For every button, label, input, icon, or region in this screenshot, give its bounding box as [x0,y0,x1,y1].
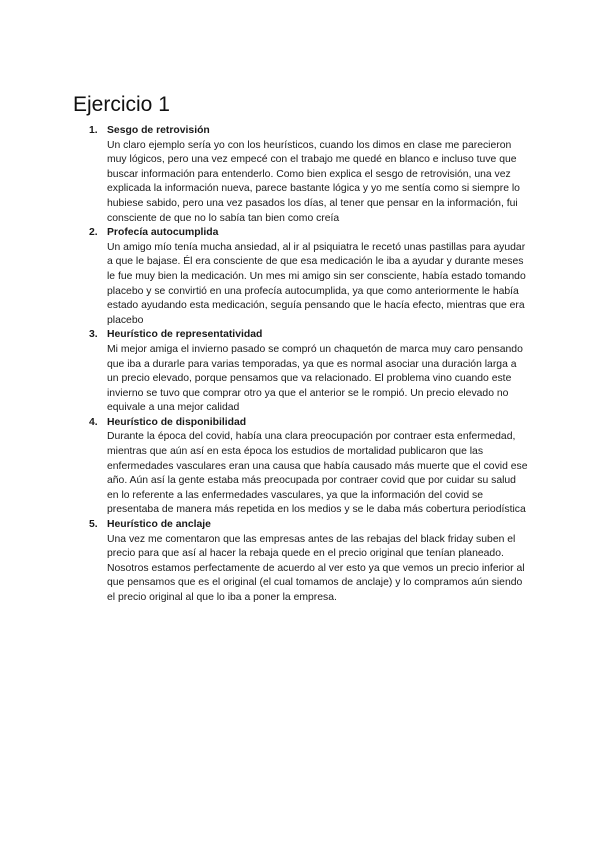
item-heading: Heurístico de anclaje [107,519,211,531]
item-number: 5. [89,519,98,531]
item-number: 1. [89,125,98,136]
item-body: Durante la época del covid, había una clara preocupación por contraer esta enfermedad, mientras que aún así en esta época los estudios de mortalidad publicaron que las enfermedades vasculares eran una causa que había causado más muerte que el covid ese año. Aún así la gente estaba más preocupada por contraer covid que por cuidar su salud en lo referente a las enfermedades vasculares, ya que la información del covid se presentaba de manera más repetida en los medios y se le daba más cobertura periodística [107,431,528,516]
item-body: Mi mejor amiga el invierno pasado se compró un chaquetón de marca muy caro pensando que iba a durarle para varias temporadas, ya que es normal asociar una duración larga a un precio elevado, porque pensamos que va relacionado. El problema vino cuando este invierno se tuvo que comprar otro ya que el anterior se le rompió. Un precio elevado no equivale a una mejor calidad [107,343,523,414]
list-item-1 [89,124,529,226]
item-number: 2. [89,227,98,239]
item-body: Un claro ejemplo sería yo con los heurísticos, cuando los dimos en clase me parecieron muy lógicos, pero una vez empecé con el trabajo me quedé en blanco e incluso tuve que buscar información para entenderlo. Como bien explica el sesgo de retrovisión, una vez explicada la información nueva, parece bastante lógica y yo me sentía como si siempre lo hubiese sabido, pero una vez pasados los días, al tener que pensar en la información, fui consciente de que no lo sabía tan bien como creía [107,139,520,224]
item-heading: Heurístico de representatividad [107,329,263,341]
list-item-3 [89,328,529,416]
exercise-list [89,124,529,606]
item-heading: Sesgo de retrovisión [107,125,210,136]
item-body: Un amigo mío tenía mucha ansiedad, al ir al psiquiatra le recetó unas pastillas para ayudar a que le bajase. Él era consciente de que esa medicación le iba a ayudar y durante meses le fue muy bien la medicación. Un mes mi amigo sin ser consciente, había estado tomando placebo y se convirtió en una profecía autocumplida, ya que como anteriormente le había estado ayudando esta medicación, seguía pensando que le hacía efecto, mientras que era placebo [107,241,526,326]
item-number: 4. [89,416,98,428]
list-item-2 [89,226,529,328]
item-number: 3. [89,329,98,341]
item-body: Una vez me comentaron que las empresas antes de las rebajas del black friday suben el precio para que así al hacer la rebaja quede en el precio original que tenían planeado. Nosotros estamos perfectamente de acuerdo al ver esto ya que vemos un precio inferior al que pensamos que es el original (el cual tomamos de anclaje) y lo compramos aún siendo el precio original al que lo iba a poner la empresa. [107,533,525,603]
item-heading: Profecía autocumplida [107,227,219,239]
page-title: Ejercicio 1 [73,93,170,116]
list-item-5 [89,518,529,606]
item-heading: Heurístico de disponibilidad [107,416,247,428]
list-item-4 [89,416,529,518]
